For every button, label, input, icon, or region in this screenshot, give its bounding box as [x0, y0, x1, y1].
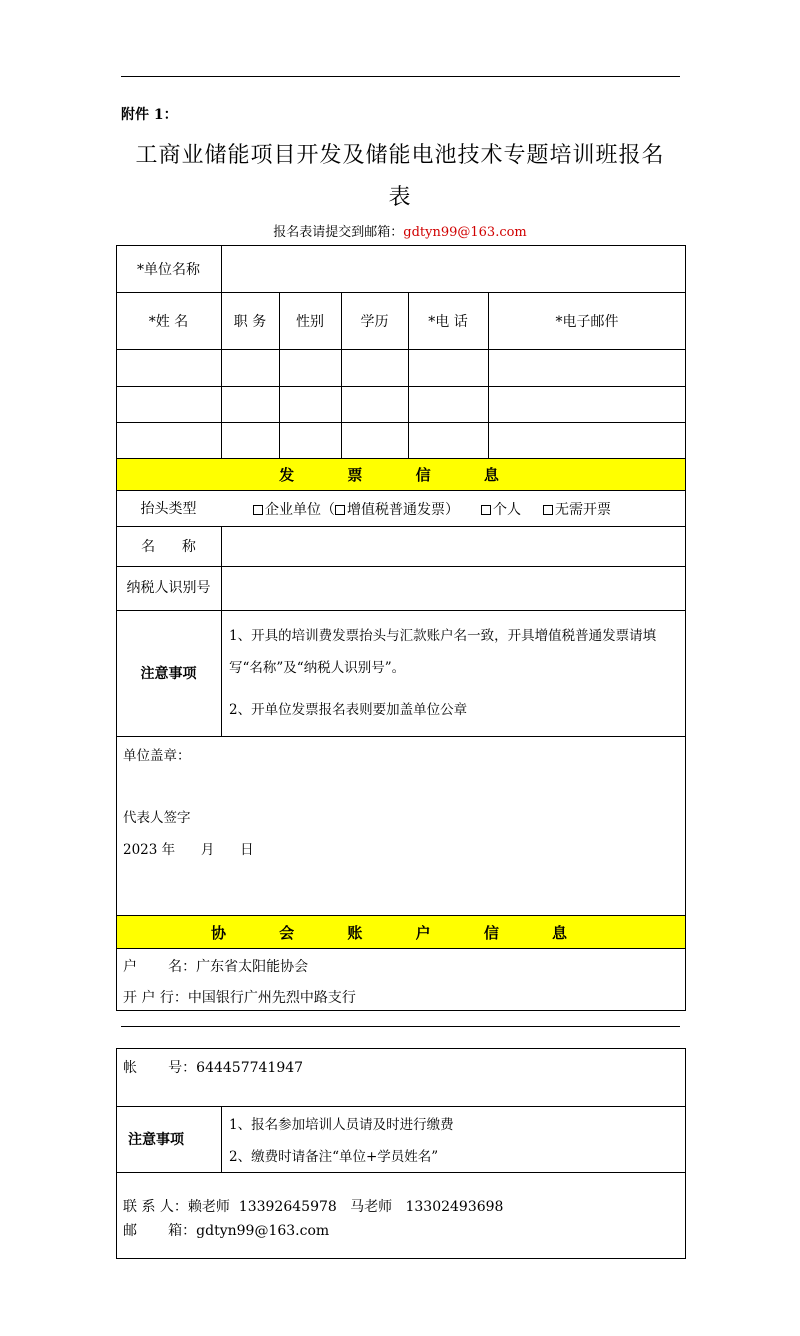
col-header-name: *姓 名	[148, 313, 189, 330]
option-vat[interactable]	[335, 502, 459, 518]
representative-signature-label: 代表人签字	[123, 810, 191, 826]
invoice-note-2: 2、开单位发票报名表则要加盖单位公章	[229, 702, 468, 718]
option-vat-label: 增值税普通发票）	[347, 502, 459, 518]
invoice-section-header	[117, 459, 685, 490]
account-holder	[123, 956, 308, 976]
unit-name-label: *单位名称	[137, 261, 200, 278]
submit-note	[0, 221, 800, 240]
participant-row[interactable]	[117, 387, 685, 421]
payment-notes-label: 注意事项	[128, 1132, 184, 1148]
row-divider	[116, 1106, 686, 1107]
account-bank	[123, 987, 356, 1007]
contact-label: 联 系 人：	[123, 1199, 188, 1215]
col-divider	[221, 1106, 222, 1172]
account-holder-label: 户 名：	[123, 959, 197, 975]
taxpayer-id-field[interactable]	[222, 567, 685, 609]
option-personal-label: 个人	[493, 502, 521, 518]
checkbox-icon	[481, 505, 491, 515]
contact-email-label: 邮 箱：	[123, 1223, 197, 1239]
checkbox-icon	[253, 505, 263, 515]
account-number	[123, 1057, 303, 1077]
page-break-rule	[121, 1026, 680, 1027]
option-enterprise-label: 企业单位（	[265, 502, 335, 518]
invoice-name-label: 名 称	[141, 539, 196, 555]
col-header-phone: *电 话	[428, 313, 468, 330]
account-number-label: 帐 号：	[123, 1060, 197, 1076]
row-divider	[116, 736, 686, 737]
row-divider	[116, 1172, 686, 1173]
participant-row[interactable]	[117, 350, 685, 385]
col-header-gender: 性别	[296, 313, 324, 330]
contact-value: 赖老师 13392645978 马老师 13302493698	[187, 1199, 504, 1215]
option-enterprise[interactable]	[253, 502, 335, 518]
header-type-options	[253, 499, 611, 519]
invoice-section-title: 发 票 信 息	[279, 466, 523, 484]
invoice-name-field[interactable]	[222, 527, 685, 565]
option-no-invoice[interactable]	[543, 502, 611, 518]
submit-note-prefix: 报名表请提交到邮箱：	[273, 225, 404, 240]
invoice-notes-label: 注意事项	[140, 666, 197, 682]
invoice-note-1: 1、开具的培训费发票抬头与汇款账户名一致，开具增值税普通发票请填写“名称”及“纳税人识别号”。	[229, 628, 657, 676]
option-personal[interactable]	[481, 502, 521, 518]
participant-row[interactable]	[117, 423, 685, 457]
header-type-label: 抬头类型	[140, 501, 197, 517]
checkbox-icon	[335, 505, 345, 515]
contact-email-value[interactable]: gdtyn99@163.com	[196, 1223, 330, 1239]
account-number-value: 644457741947	[196, 1060, 304, 1076]
account-holder-value: 广东省太阳能协会	[196, 959, 309, 975]
unit-name-field[interactable]	[222, 246, 685, 291]
payment-note-1: 1、报名参加培训人员请及时进行缴费	[229, 1117, 454, 1133]
option-no-invoice-label: 无需开票	[555, 502, 611, 518]
taxpayer-id-label: 纳税人识别号	[126, 580, 211, 596]
contact-email	[123, 1220, 329, 1240]
page-title: 工商业储能项目开发及储能电池技术专题培训班报名	[135, 143, 665, 168]
account-section-header	[117, 916, 685, 948]
col-header-email: *电子邮件	[555, 313, 619, 330]
top-rule	[121, 76, 680, 77]
checkbox-icon	[543, 505, 553, 515]
page-title-cont: 表	[388, 185, 412, 210]
attachment-label: 附件 1：	[121, 107, 178, 123]
col-header-position: 职 务	[233, 313, 267, 330]
contact-person	[123, 1196, 503, 1216]
submit-email-link[interactable]: gdtyn99@163.com	[403, 225, 527, 240]
seal-label: 单位盖章：	[123, 748, 191, 764]
account-section-title: 协 会 账 户 信 息	[210, 923, 592, 942]
account-bank-value: 中国银行广州先烈中路支行	[187, 990, 356, 1006]
signature-date: 2023 年 月 日	[123, 842, 254, 858]
account-bank-label: 开 户 行：	[123, 990, 188, 1006]
payment-note-2: 2、缴费时请备注“单位+学员姓名”	[229, 1149, 439, 1165]
col-header-education: 学历	[360, 313, 389, 330]
row-divider	[116, 948, 686, 949]
